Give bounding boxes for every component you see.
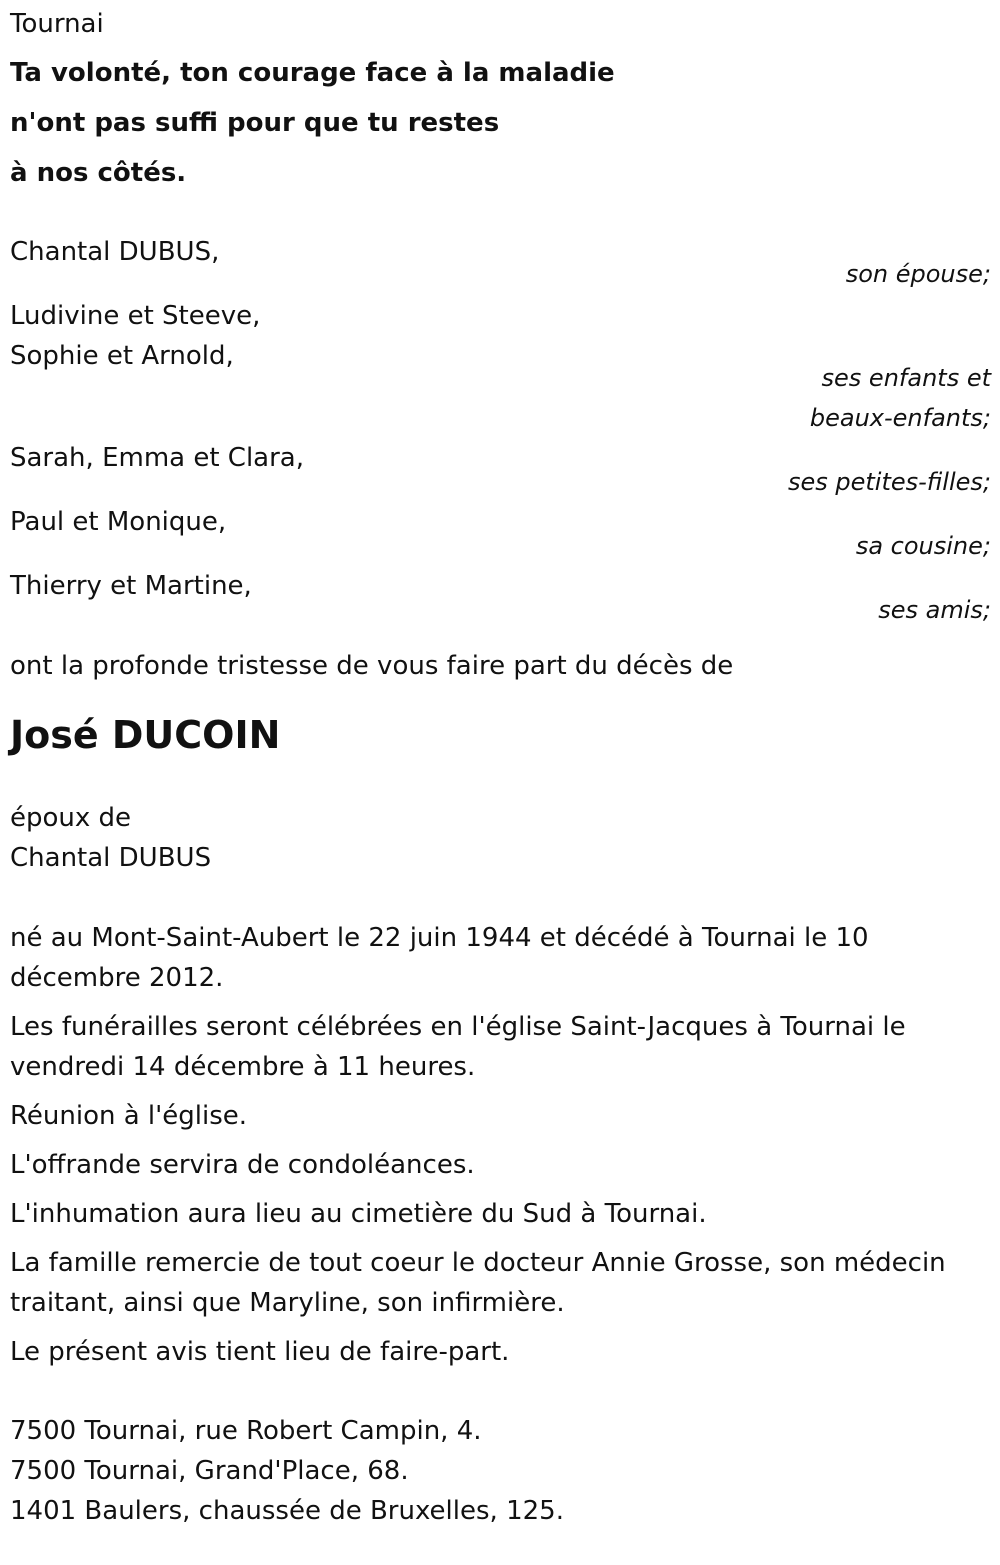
address-line: 1401 Baulers, chaussée de Bruxelles, 125.	[10, 1496, 564, 1526]
family-names: Paul et Monique,	[10, 507, 227, 537]
announcement: ont la profonde tristesse de vous faire part du décès de	[10, 651, 734, 681]
family-names: Chantal DUBUS,	[10, 237, 220, 267]
family-relation: ses petites-filles;	[787, 468, 991, 496]
epigraph-line: Ta volonté, ton courage face à la maladie	[10, 58, 615, 88]
family-relation: ses enfants et	[821, 364, 991, 392]
detail-paragraph: Le présent avis tient lieu de faire-part.	[10, 1337, 510, 1367]
obituary-notice	[10, 4, 991, 1531]
address-line: 7500 Tournai, Grand'Place, 68.	[10, 1456, 409, 1486]
epigraph	[10, 48, 991, 198]
family-relation: son épouse;	[845, 260, 991, 288]
deceased-name: José DUCOIN	[10, 713, 281, 757]
detail-paragraph: Réunion à l'église.	[10, 1101, 248, 1131]
family-list	[10, 232, 991, 630]
spouse-info	[10, 798, 991, 878]
spouse-line: Chantal DUBUS	[10, 843, 212, 873]
family-relation: sa cousine;	[855, 532, 991, 560]
family-names: Ludivine et Steeve,	[10, 301, 261, 331]
location: Tournai	[10, 9, 104, 39]
family-relation: ses amis;	[878, 596, 991, 624]
family-names: Thierry et Martine,	[10, 571, 252, 601]
detail-paragraph: Les funérailles seront célébrées en l'église Saint-Jacques à Tournai le vendredi 14 décembre à 11 heures.	[10, 1012, 906, 1082]
epigraph-line: à nos côtés.	[10, 158, 187, 188]
family-group	[10, 296, 991, 438]
family-names: Sarah, Emma et Clara,	[10, 443, 304, 473]
address-line: 7500 Tournai, rue Robert Campin, 4.	[10, 1416, 482, 1446]
family-group	[10, 502, 991, 566]
details	[10, 918, 991, 1372]
family-group	[10, 566, 991, 630]
epigraph-line: n'ont pas suffi pour que tu restes	[10, 108, 500, 138]
family-relation: beaux-enfants;	[809, 404, 991, 432]
family-names: Sophie et Arnold,	[10, 341, 234, 371]
detail-paragraph: L'offrande servira de condoléances.	[10, 1150, 475, 1180]
spouse-line: époux de	[10, 803, 132, 833]
detail-paragraph: L'inhumation aura lieu au cimetière du Sud à Tournai.	[10, 1199, 707, 1229]
family-group	[10, 232, 991, 294]
detail-paragraph: La famille remercie de tout coeur le docteur Annie Grosse, son médecin traitant, ainsi que Maryline, son infirmière.	[10, 1248, 946, 1318]
detail-paragraph: né au Mont-Saint-Aubert le 22 juin 1944 et décédé à Tournai le 10 décembre 2012.	[10, 923, 869, 993]
family-group	[10, 438, 991, 502]
addresses	[10, 1411, 991, 1531]
